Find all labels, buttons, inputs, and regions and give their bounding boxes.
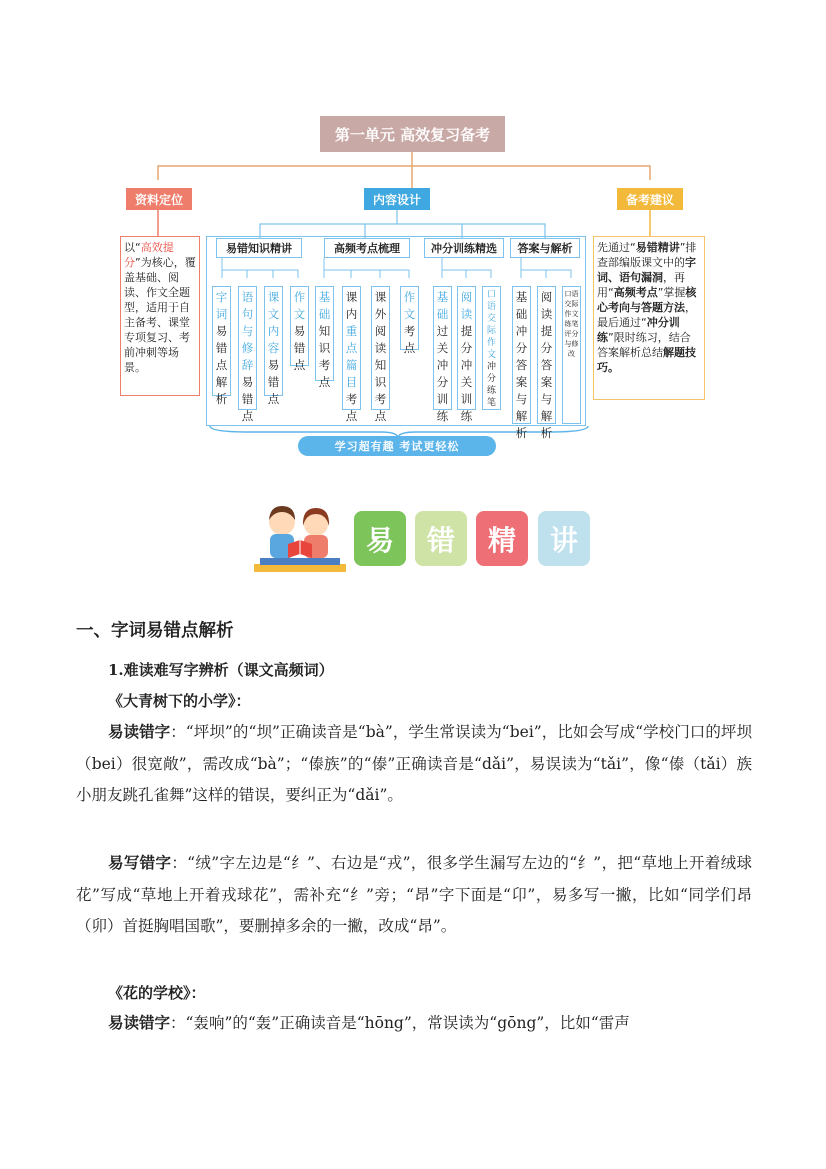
category-exam-advice: 备考建议 [617,188,683,210]
sub-high-frequency: 高频考点梳理 [324,238,410,258]
paragraph-miswritten-1: 易写错字：“绒”字左边是“纟”、右边是“戎”，很多学生漏写左边的“纟”，把“草地上开着绒球花”写成“草地上开着戎球花”，需补充“纟”旁；“昂”字下面是“卬”，易多写一撇，比如“同学们昂（卯）首挺胸唱国歌”，要删掉多余的一撇，改成“昂”。 [76,854,752,935]
leaf-extra-reading: 课外阅读知识考点 [371,286,390,410]
leaf-oral-answers: 口语交际作文练笔评分与修改 [562,286,581,424]
positioning-panel [120,236,200,396]
tile-cuo: 错 [415,511,467,566]
paragraph-label: 易读错字 [108,1014,171,1032]
paragraph-misread-1: 易读错字：“坪坝”的“坝”正确读音是“bà”，学生常误读为“bei”，比如会写成“学校门口的坪坝（bei）很宽敞”，需改成“bà”；“傣族”的“傣”正确读音是“dǎi”，易误读为“tǎi”，像“傣（tǎi）族小朋友跳孔雀舞”这样的错误，要纠正为“dǎi”。 [76,723,752,804]
paragraph-label: 易写错字 [108,854,172,872]
leaf-basics-knowledge: 基础知识考点 [315,286,334,381]
leaf-key-texts: 课内重点篇目考点 [342,286,361,410]
leaf-oral-writing: 口语交际作文冲分练笔 [482,286,501,410]
leaf-words: 字词易错点解析 [212,286,231,396]
leaf-text-content: 课文内容易错点 [264,286,283,396]
lesson-title-1: 《大青树下的小学》： [108,692,251,710]
category-data-positioning: 资料定位 [126,188,192,210]
leaf-reading-answers: 阅读提分答案与解析 [537,286,556,424]
paragraph-misread-2: 易读错字：“轰响”的“轰”正确读音是“hōng”，常误读为“gōng”，比如“雷声 [108,1014,630,1032]
mind-map-banner: 学习超有趣 考试更轻松 [298,436,496,456]
tile-yi: 易 [354,511,406,566]
leaf-basic-answers: 基础冲分答案与解析 [512,286,531,424]
leaf-reading-training: 阅读提分冲关训练 [457,286,476,410]
leaf-basic-training: 基础过关冲分训练 [433,286,452,410]
leaf-composition: 作文易错点 [290,286,309,366]
subsection-heading: 1.难读难写字辨析（课文高频词） [108,661,334,679]
advice-panel [593,236,705,400]
students-reading-illustration [252,500,348,574]
lesson-title-2: 《花的学校》： [108,984,206,1002]
tile-jiang: 讲 [538,511,590,566]
sub-error-explanation: 易错知识精讲 [216,238,302,258]
category-content-design: 内容设计 [364,188,430,210]
mind-map-title: 第一单元 高效复习备考 [320,116,505,152]
section-heading: 一、字词易错点解析 [76,621,234,641]
paragraph-label: 易读错字 [108,723,171,741]
positioning-text: 以“高效提分”为核心，覆盖基础、阅读、作文全题型，适用于自主备考、课堂专项复习、考前冲刺等场景。 [124,241,196,374]
advice-text: 先通过“易错精讲”排查部编版课文中的字词、语句漏洞，再用“高频考点”掌握核心考向与答题方法，最后通过“冲分训练”限时练习，结合答案解析总结解题技巧。 [597,241,697,374]
sub-answers: 答案与解析 [510,238,580,258]
sub-training: 冲分训练精选 [424,238,504,258]
tile-jing: 精 [476,511,528,566]
leaf-composition-points: 作文考点 [400,286,419,350]
leaf-sentences: 语句与修辞易错点 [238,286,257,410]
mind-map [0,0,826,470]
